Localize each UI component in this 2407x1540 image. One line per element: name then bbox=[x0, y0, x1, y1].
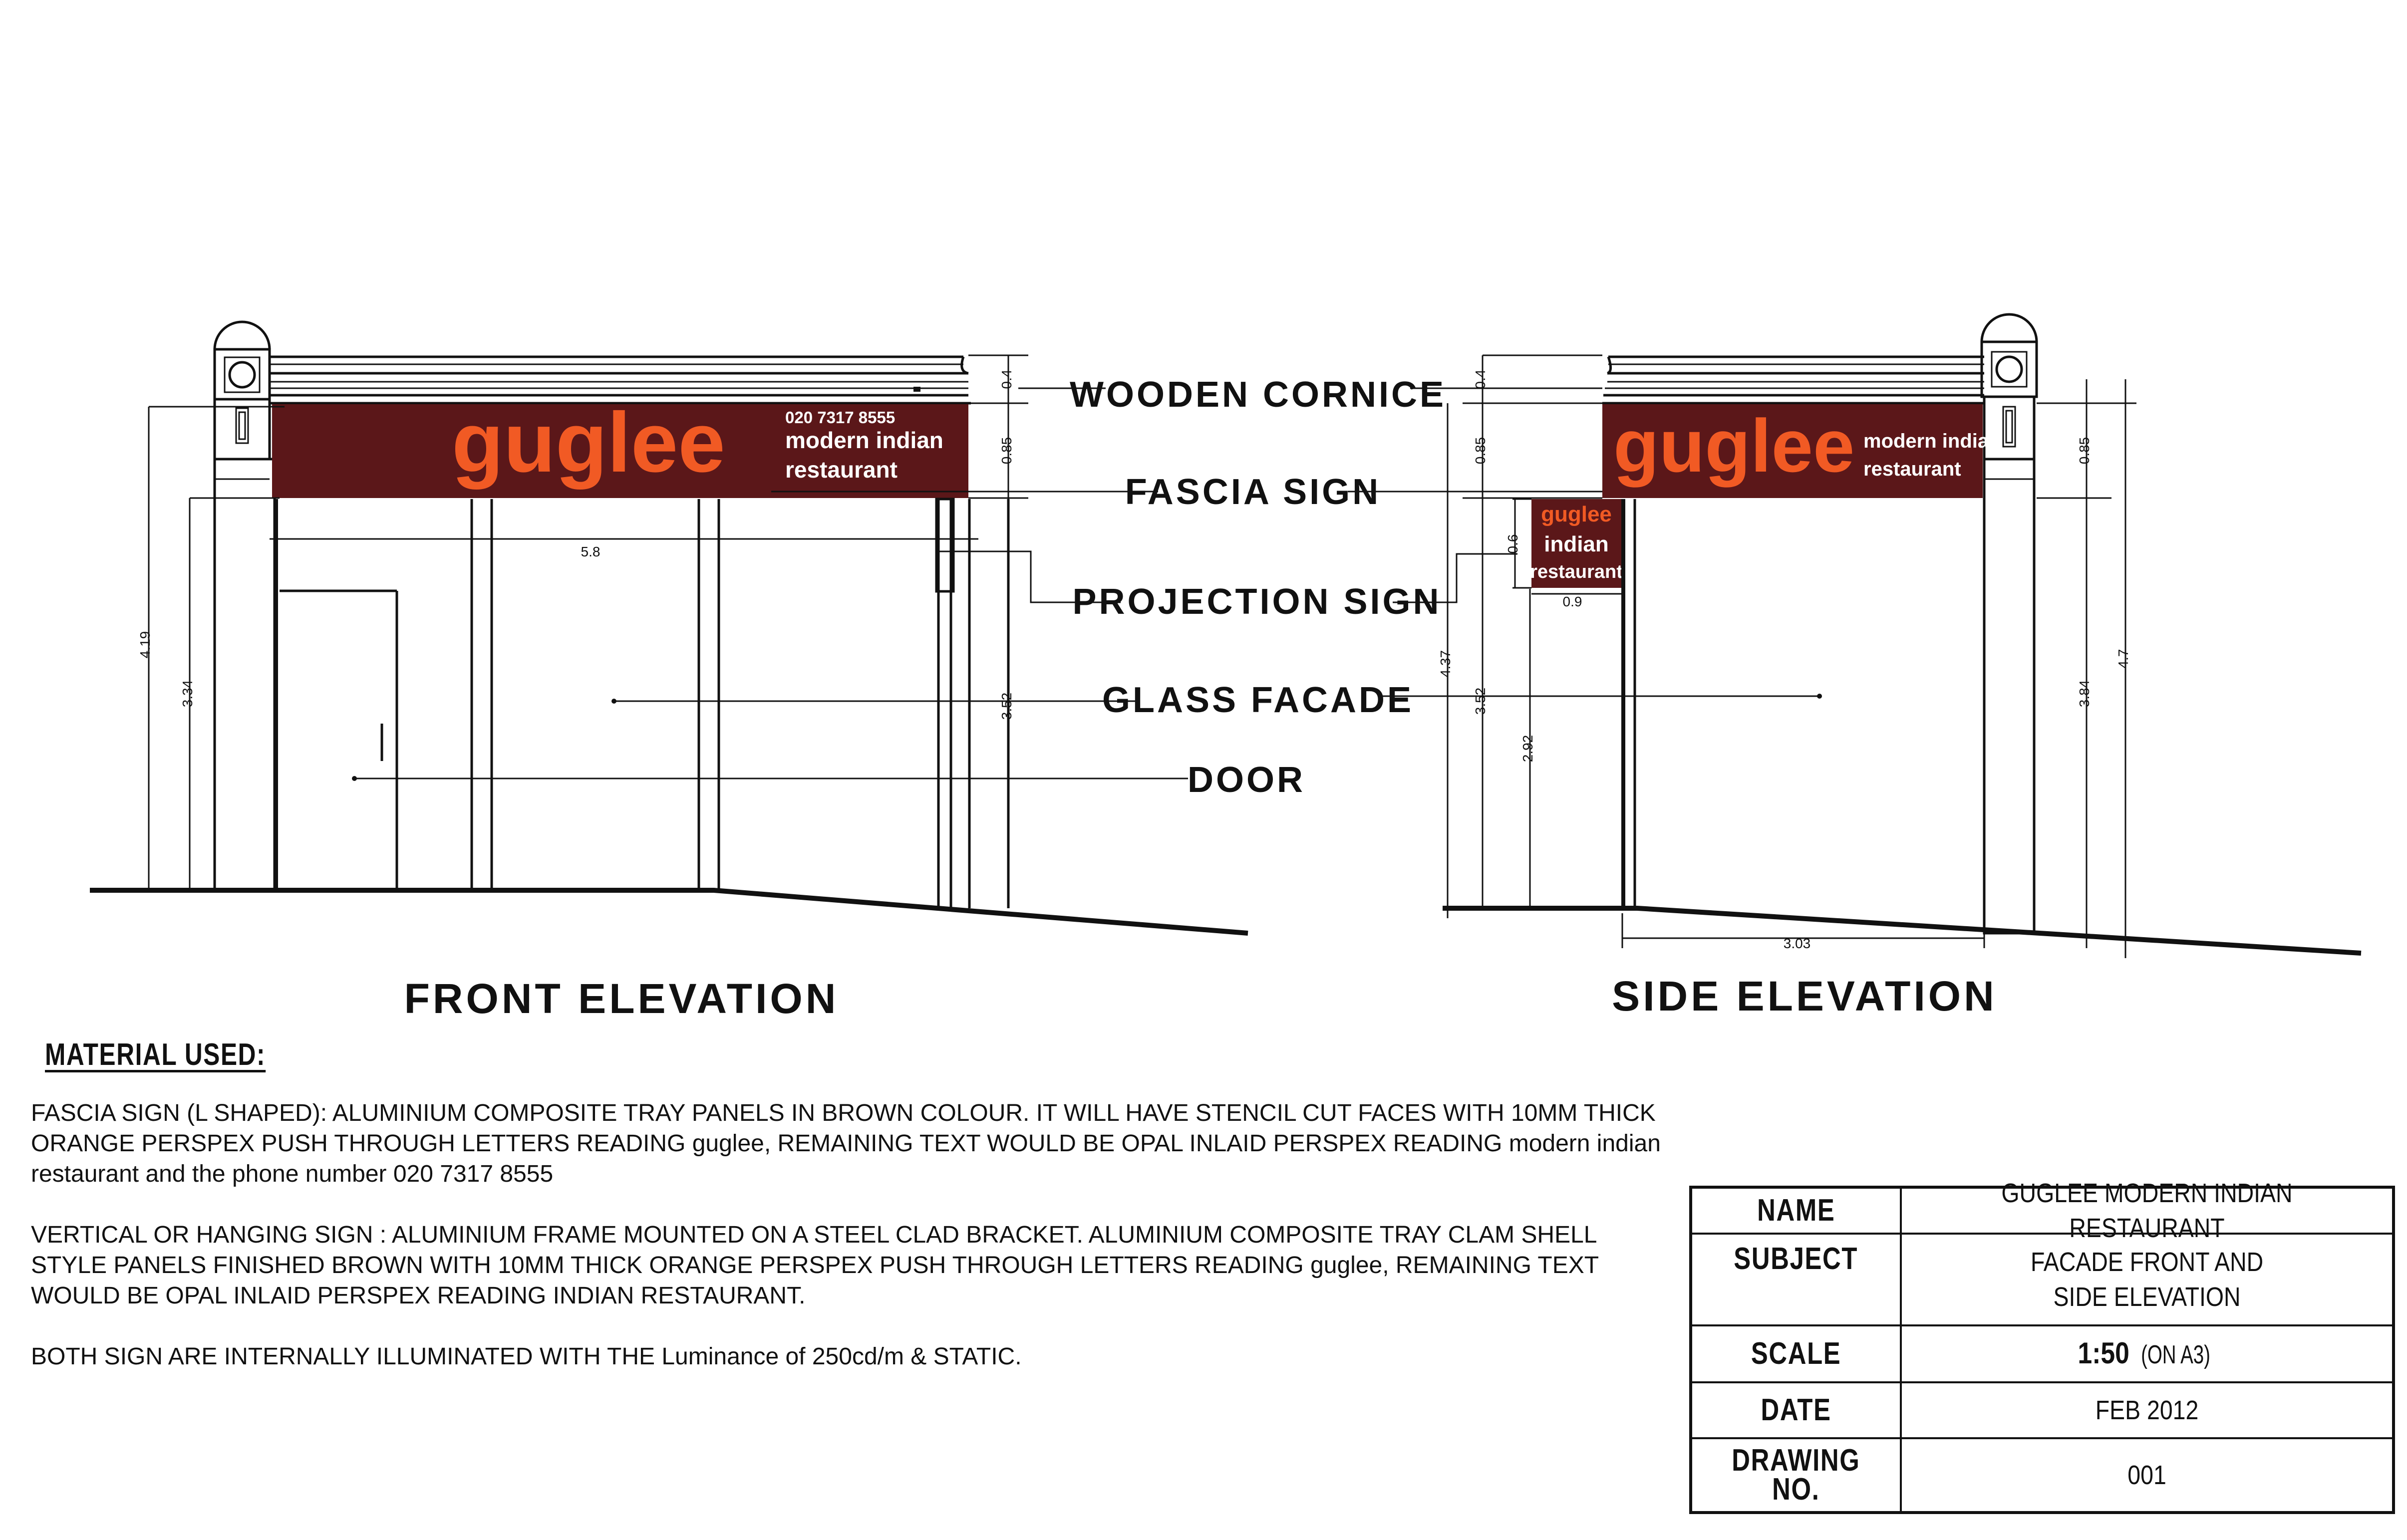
callout-fascia-sign: FASCIA SIGN bbox=[1125, 472, 1381, 512]
front-fascia-line2: restaurant bbox=[785, 457, 898, 483]
name-label: NAME bbox=[1757, 1193, 1835, 1228]
date-label: DATE bbox=[1761, 1393, 1831, 1427]
projection-sign-line2: restaurant bbox=[1530, 561, 1623, 582]
materials-notes bbox=[31, 1098, 1678, 1402]
svg-text:5.8: 5.8 bbox=[581, 544, 601, 559]
svg-text:3.84: 3.84 bbox=[2077, 680, 2092, 708]
projection-sign-brand: guglee bbox=[1541, 502, 1612, 526]
materials-fascia-note: FASCIA SIGN (L SHAPED): ALUMINIUM COMPOSITE TRAY PANELS IN BROWN COLOUR. IT WILL HAVE STENCIL CUT FACES WITH 10MM THICK ORANGE PERSPEX PUSH THROUGH LETTERS READING guglee, REMAINING TEXT WOULD BE OPAL INLAID PERSPEX READING modern indian restaurant and the phone number 020 7317 8555 bbox=[31, 1100, 1661, 1187]
svg-text:0.85: 0.85 bbox=[2077, 437, 2092, 465]
svg-text:2.92: 2.92 bbox=[1520, 735, 1535, 763]
side-wooden-cornice bbox=[1602, 357, 1984, 403]
svg-text:4.7: 4.7 bbox=[2115, 649, 2131, 669]
svg-text:0.4: 0.4 bbox=[999, 369, 1014, 389]
side-fascia-line2: restaurant bbox=[1863, 458, 1961, 480]
side-projection-sign bbox=[1530, 499, 1623, 588]
subject-value: FACADE FRONT AND SIDE ELEVATION bbox=[2030, 1247, 2264, 1312]
drawing-label: DRAWING NO. bbox=[1732, 1443, 1860, 1507]
front-fascia-brand: guglee bbox=[452, 395, 725, 490]
side-ground-line bbox=[1443, 908, 2361, 953]
title-row-subject bbox=[1692, 1235, 2392, 1326]
svg-text:4.37: 4.37 bbox=[1438, 650, 1453, 678]
svg-text:0.6: 0.6 bbox=[1505, 534, 1520, 554]
svg-text:3.52: 3.52 bbox=[999, 692, 1014, 720]
title-row-scale bbox=[1692, 1326, 2392, 1383]
front-elevation-title: FRONT ELEVATION bbox=[404, 975, 839, 1022]
svg-text:3.52: 3.52 bbox=[1473, 687, 1488, 715]
front-ground-line bbox=[90, 890, 1248, 933]
front-storefront bbox=[276, 499, 1008, 908]
name-value: GUGLEE MODERN INDIAN RESTAURANT bbox=[2001, 1178, 2293, 1243]
scale-label: SCALE bbox=[1751, 1336, 1841, 1371]
materials-hanging-note: VERTICAL OR HANGING SIGN : ALUMINIUM FRAME MOUNTED ON A STEEL CLAD BRACKET. ALUMINIUM COMPOSITE TRAY CLAM SHELL STYLE PANELS FINISHED BROWN WITH 10MM THICK ORANGE PERSPEX PUSH THROUGH LETTERS READING guglee, REMAINING TEXT WOULD BE OPAL INLAID PERSPEX READING INDIAN RESTAURANT. bbox=[31, 1222, 1599, 1309]
scale-value: 1:50 bbox=[2078, 1336, 2129, 1370]
title-row-date bbox=[1692, 1383, 2392, 1439]
side-fascia-sign bbox=[1602, 404, 2001, 498]
svg-text:0.85: 0.85 bbox=[1473, 437, 1488, 465]
title-row-name bbox=[1692, 1178, 2392, 1243]
side-right-pier bbox=[1982, 314, 2037, 933]
projection-sign-line1: indian bbox=[1544, 532, 1609, 556]
callout-door: DOOR bbox=[1188, 760, 1305, 800]
front-door bbox=[280, 591, 397, 890]
callout-wooden-cornice: WOODEN CORNICE bbox=[1070, 375, 1446, 415]
side-fascia-brand: guglee bbox=[1613, 404, 1855, 488]
svg-text:3.03: 3.03 bbox=[1783, 936, 1811, 951]
subject-label: SUBJECT bbox=[1734, 1242, 1858, 1276]
callout-projection-sign: PROJECTION SIGN bbox=[1072, 582, 1442, 622]
svg-text:3.34: 3.34 bbox=[180, 680, 195, 708]
scale-note: (ON A3) bbox=[2141, 1340, 2211, 1369]
front-elevation bbox=[90, 322, 1248, 1022]
title-block bbox=[1689, 1178, 2395, 1514]
front-fascia-phone: 020 7317 8555 bbox=[785, 408, 896, 427]
svg-text:0.4: 0.4 bbox=[1473, 369, 1488, 389]
callout-glass-facade: GLASS FACADE bbox=[1102, 680, 1414, 720]
side-elevation bbox=[1438, 314, 2361, 1020]
svg-text:0.85: 0.85 bbox=[999, 437, 1014, 465]
side-fascia-line1: modern indian bbox=[1863, 430, 2001, 452]
title-row-drawing bbox=[1692, 1439, 2392, 1511]
date-value: FEB 2012 bbox=[2095, 1395, 2199, 1425]
side-elevation-title: SIDE ELEVATION bbox=[1612, 973, 1997, 1020]
front-fascia-line1: modern indian bbox=[785, 427, 943, 453]
front-fascia-sign bbox=[272, 395, 968, 498]
materials-title: MATERIAL USED: bbox=[45, 1037, 266, 1072]
svg-text:4.19: 4.19 bbox=[137, 631, 153, 659]
svg-text:0.9: 0.9 bbox=[1562, 594, 1582, 609]
drawing-value: 001 bbox=[2127, 1460, 2166, 1490]
materials-illumination-note: BOTH SIGN ARE INTERNALLY ILLUMINATED WITH THE Luminance of 250cd/m & STATIC. bbox=[31, 1343, 1022, 1370]
